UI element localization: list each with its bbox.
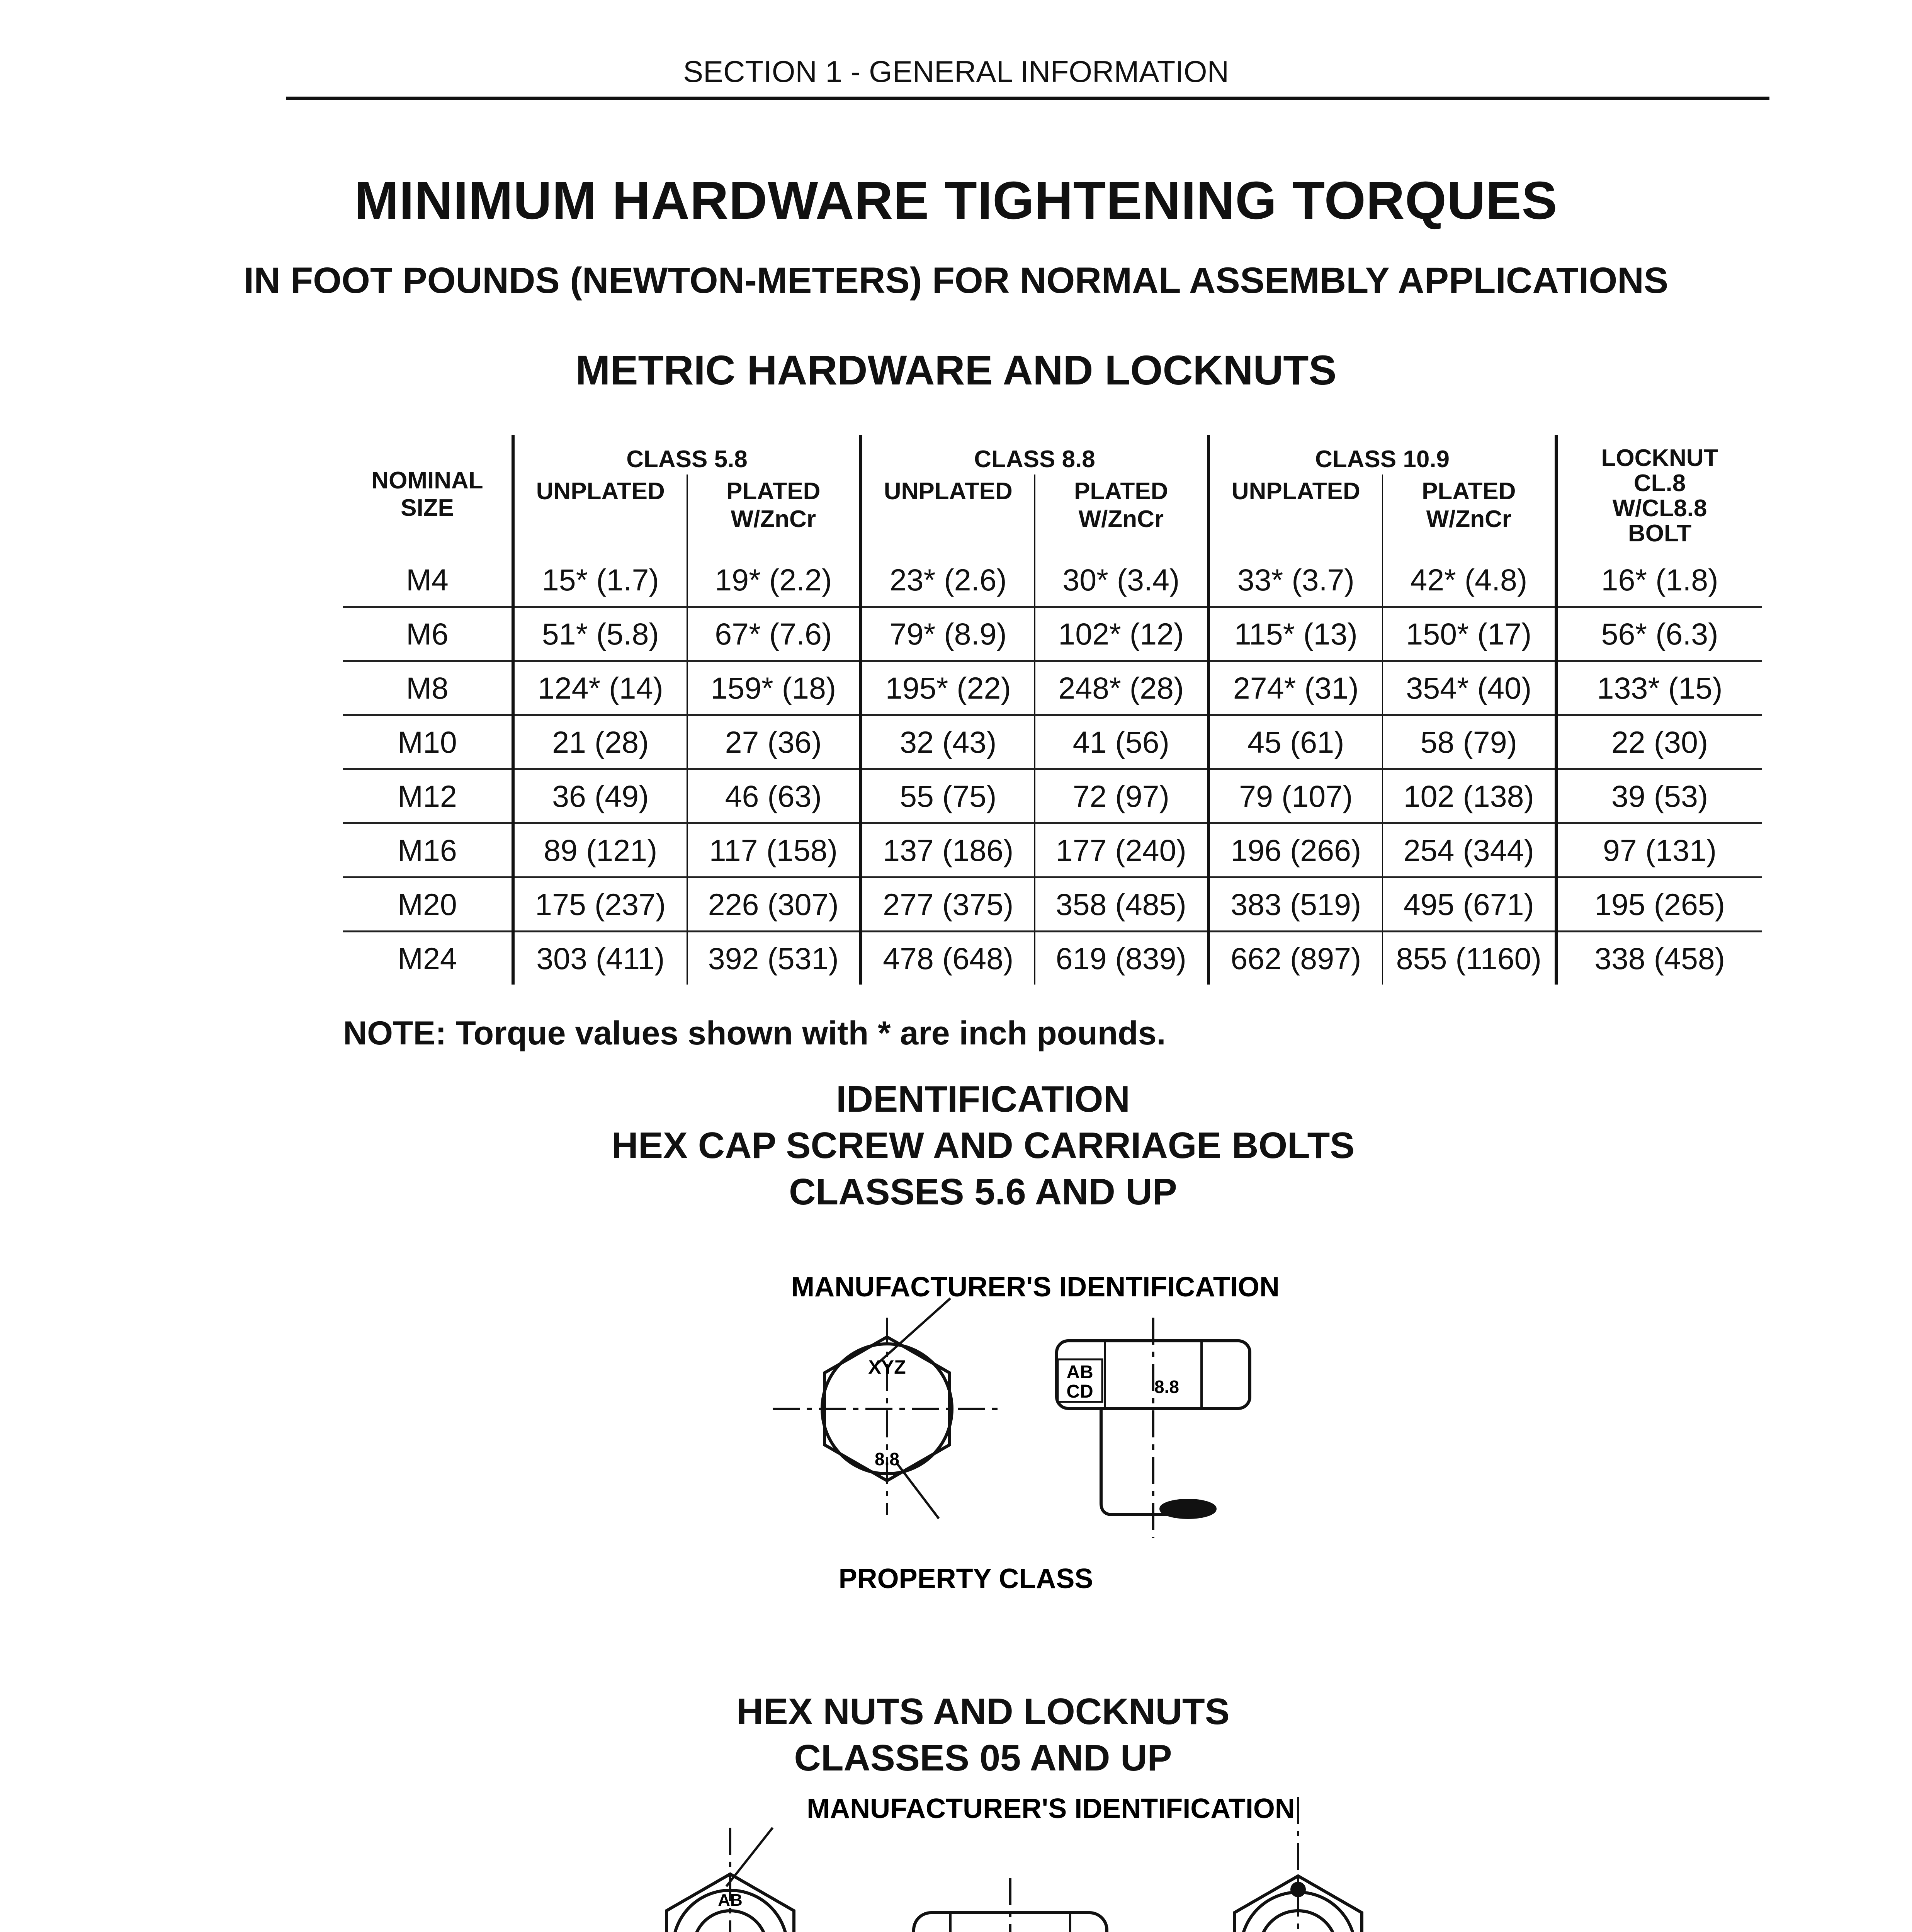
table-row xyxy=(343,878,1762,932)
nominal-size-header xyxy=(343,435,513,546)
clock-mark-12 xyxy=(1292,1883,1304,1896)
side-mark-cd: CD xyxy=(1066,1381,1093,1402)
value-cell: 15* (1.7) xyxy=(513,546,687,607)
value-cell: 137 (186) xyxy=(861,823,1035,878)
value-cell: 195 (265) xyxy=(1556,878,1762,932)
table-row xyxy=(343,661,1762,715)
value-cell: 274* (31) xyxy=(1208,661,1382,715)
identification-heading-block xyxy=(0,1076,1912,1215)
value-cell: 254 (344) xyxy=(1382,823,1556,878)
thread-end xyxy=(1161,1500,1215,1517)
value-cell: 619 (839) xyxy=(1035,932,1208,985)
section-title: METRIC HARDWARE AND LOCKNUTS xyxy=(575,347,1337,393)
value-cell: 79 (107) xyxy=(1208,769,1382,823)
value-cell: 478 (648) xyxy=(861,932,1035,985)
value-cell: 177 (240) xyxy=(1035,823,1208,878)
value-cell: 79* (8.9) xyxy=(861,607,1035,661)
col-unplated-8-8: UNPLATED xyxy=(861,474,1035,546)
table-row xyxy=(343,607,1762,661)
value-cell: 338 (458) xyxy=(1556,932,1762,985)
table-row xyxy=(343,823,1762,878)
nut-manufacturer-leader xyxy=(726,1828,773,1886)
value-cell: 51* (5.8) xyxy=(513,607,687,661)
value-cell: 16* (1.8) xyxy=(1556,546,1762,607)
size-cell: M8 xyxy=(343,661,513,715)
value-cell: 115* (13) xyxy=(1208,607,1382,661)
col-unplated-5-8: UNPLATED xyxy=(513,474,687,546)
value-cell: 495 (671) xyxy=(1382,878,1556,932)
torque-table xyxy=(343,435,1762,985)
table-row xyxy=(343,769,1762,823)
nominal-size-line2: SIZE xyxy=(401,495,454,522)
side-mark-ab: AB xyxy=(1066,1362,1093,1383)
col-plated-5-8 xyxy=(687,474,861,546)
bolt-property-class-label: PROPERTY CLASS xyxy=(838,1563,1093,1594)
bolt-side-view xyxy=(1057,1318,1250,1538)
value-cell: 67* (7.6) xyxy=(687,607,861,661)
value-cell: 175 (237) xyxy=(513,878,687,932)
locknut-line2: CL.8 xyxy=(1633,470,1686,497)
head-mark-xyz: XYZ xyxy=(868,1356,906,1378)
size-cell: M24 xyxy=(343,932,513,985)
size-cell: M12 xyxy=(343,769,513,823)
value-cell: 277 (375) xyxy=(861,878,1035,932)
nuts-line2: CLASSES 05 AND UP xyxy=(794,1737,1172,1779)
nominal-size-line1: NOMINAL xyxy=(371,467,483,494)
bolt-shank xyxy=(1101,1408,1209,1515)
locknut-line1: LOCKNUT xyxy=(1601,445,1718,471)
size-cell: M6 xyxy=(343,607,513,661)
value-cell: 56* (6.3) xyxy=(1556,607,1762,661)
table-row xyxy=(343,715,1762,769)
value-cell: 89 (121) xyxy=(513,823,687,878)
side-mark-property: 8.8 xyxy=(1154,1377,1179,1397)
value-cell: 383 (519) xyxy=(1208,878,1382,932)
value-cell: 662 (897) xyxy=(1208,932,1382,985)
value-cell: 150* (17) xyxy=(1382,607,1556,661)
value-cell: 45 (61) xyxy=(1208,715,1382,769)
value-cell: 27 (36) xyxy=(687,715,861,769)
value-cell: 133* (15) xyxy=(1556,661,1762,715)
value-cell: 855 (1160) xyxy=(1382,932,1556,985)
page-title: MINIMUM HARDWARE TIGHTENING TORQUES xyxy=(354,171,1558,230)
bolt-head-top-view xyxy=(773,1298,1001,1519)
value-cell: 36 (49) xyxy=(513,769,687,823)
col-plated-10-9 xyxy=(1382,474,1556,546)
size-cell: M10 xyxy=(343,715,513,769)
size-cell: M4 xyxy=(406,562,449,597)
value-cell: 248* (28) xyxy=(1035,661,1208,715)
value-cell: 117 (158) xyxy=(687,823,861,878)
col-plated-8-8 xyxy=(1035,474,1208,546)
value-cell: 226 (307) xyxy=(687,878,861,932)
nut-top-view xyxy=(626,1828,838,1932)
class-5-8-header: CLASS 5.8 xyxy=(513,435,861,474)
nut-side-view xyxy=(914,1878,1107,1932)
plated-label: PLATED xyxy=(1074,478,1168,505)
torque-note: NOTE: Torque values shown with * are inch pounds. xyxy=(343,1015,1166,1052)
value-cell: 354* (40) xyxy=(1382,661,1556,715)
class-8-8-header: CLASS 8.8 xyxy=(861,435,1208,474)
plated-sublabel: W/ZnCr xyxy=(731,505,816,532)
value-cell: 58 (79) xyxy=(1382,715,1556,769)
value-cell: 41 (56) xyxy=(1035,715,1208,769)
size-cell: M16 xyxy=(343,823,513,878)
nuts-line1: HEX NUTS AND LOCKNUTS xyxy=(736,1691,1230,1732)
value-cell: 196 (266) xyxy=(1208,823,1382,878)
section-header: SECTION 1 - GENERAL INFORMATION xyxy=(683,54,1229,88)
header-rule xyxy=(286,97,1769,100)
nuts-heading-block xyxy=(0,1689,1912,1781)
identification-line1: HEX CAP SCREW AND CARRIAGE BOLTS xyxy=(611,1125,1355,1166)
table-row xyxy=(343,546,1762,607)
plated-label: PLATED xyxy=(1422,478,1516,505)
value-cell: 23* (2.6) xyxy=(861,546,1035,607)
value-cell: 22 (30) xyxy=(1556,715,1762,769)
col-unplated-10-9: UNPLATED xyxy=(1208,474,1382,546)
plated-sublabel: W/ZnCr xyxy=(1078,505,1164,532)
size-cell: M20 xyxy=(343,878,513,932)
value-cell: 124* (14) xyxy=(513,661,687,715)
value-cell: 195* (22) xyxy=(861,661,1035,715)
nut-manufacturer-label: MANUFACTURER'S IDENTIFICATION xyxy=(807,1793,1295,1824)
value-cell: 72 (97) xyxy=(1035,769,1208,823)
nut-mark-ab: AB xyxy=(718,1891,743,1910)
plated-sublabel: W/ZnCr xyxy=(1426,505,1511,532)
value-cell: 159* (18) xyxy=(687,661,861,715)
property-leader xyxy=(896,1463,939,1519)
value-cell: 19* (2.2) xyxy=(687,546,861,607)
locknut-line4: BOLT xyxy=(1628,520,1692,547)
bolt-identification-figure xyxy=(734,1267,1352,1638)
page-subtitle: IN FOOT POUNDS (NEWTON-METERS) FOR NORMAL ASSEMBLY APPLICATIONS xyxy=(243,260,1669,301)
plated-label: PLATED xyxy=(726,478,821,505)
identification-heading: IDENTIFICATION xyxy=(836,1078,1130,1120)
value-cell: 42* (4.8) xyxy=(1382,546,1556,607)
value-cell: 39 (53) xyxy=(1556,769,1762,823)
table-row xyxy=(343,932,1762,985)
value-cell: 392 (531) xyxy=(687,932,861,985)
value-cell: 55 (75) xyxy=(861,769,1035,823)
value-cell: 102* (12) xyxy=(1035,607,1208,661)
bolt-manufacturer-label: MANUFACTURER'S IDENTIFICATION xyxy=(791,1272,1280,1303)
value-cell: 102 (138) xyxy=(1382,769,1556,823)
value-cell: 303 (411) xyxy=(513,932,687,985)
value-cell: 32 (43) xyxy=(861,715,1035,769)
value-cell: 21 (28) xyxy=(513,715,687,769)
head-mark-property: 8.8 xyxy=(875,1449,899,1469)
value-cell: 46 (63) xyxy=(687,769,861,823)
locknut-header xyxy=(1556,435,1762,546)
nut-identification-figure xyxy=(610,1785,1491,1932)
identification-line2: CLASSES 5.6 AND UP xyxy=(789,1171,1177,1213)
value-cell: 358 (485) xyxy=(1035,878,1208,932)
value-cell: 30* (3.4) xyxy=(1035,546,1208,607)
class-10-9-header: CLASS 10.9 xyxy=(1208,435,1556,474)
locknut-line3: W/CL8.8 xyxy=(1612,495,1707,522)
value-cell: 97 (131) xyxy=(1556,823,1762,878)
value-cell: 33* (3.7) xyxy=(1208,546,1382,607)
